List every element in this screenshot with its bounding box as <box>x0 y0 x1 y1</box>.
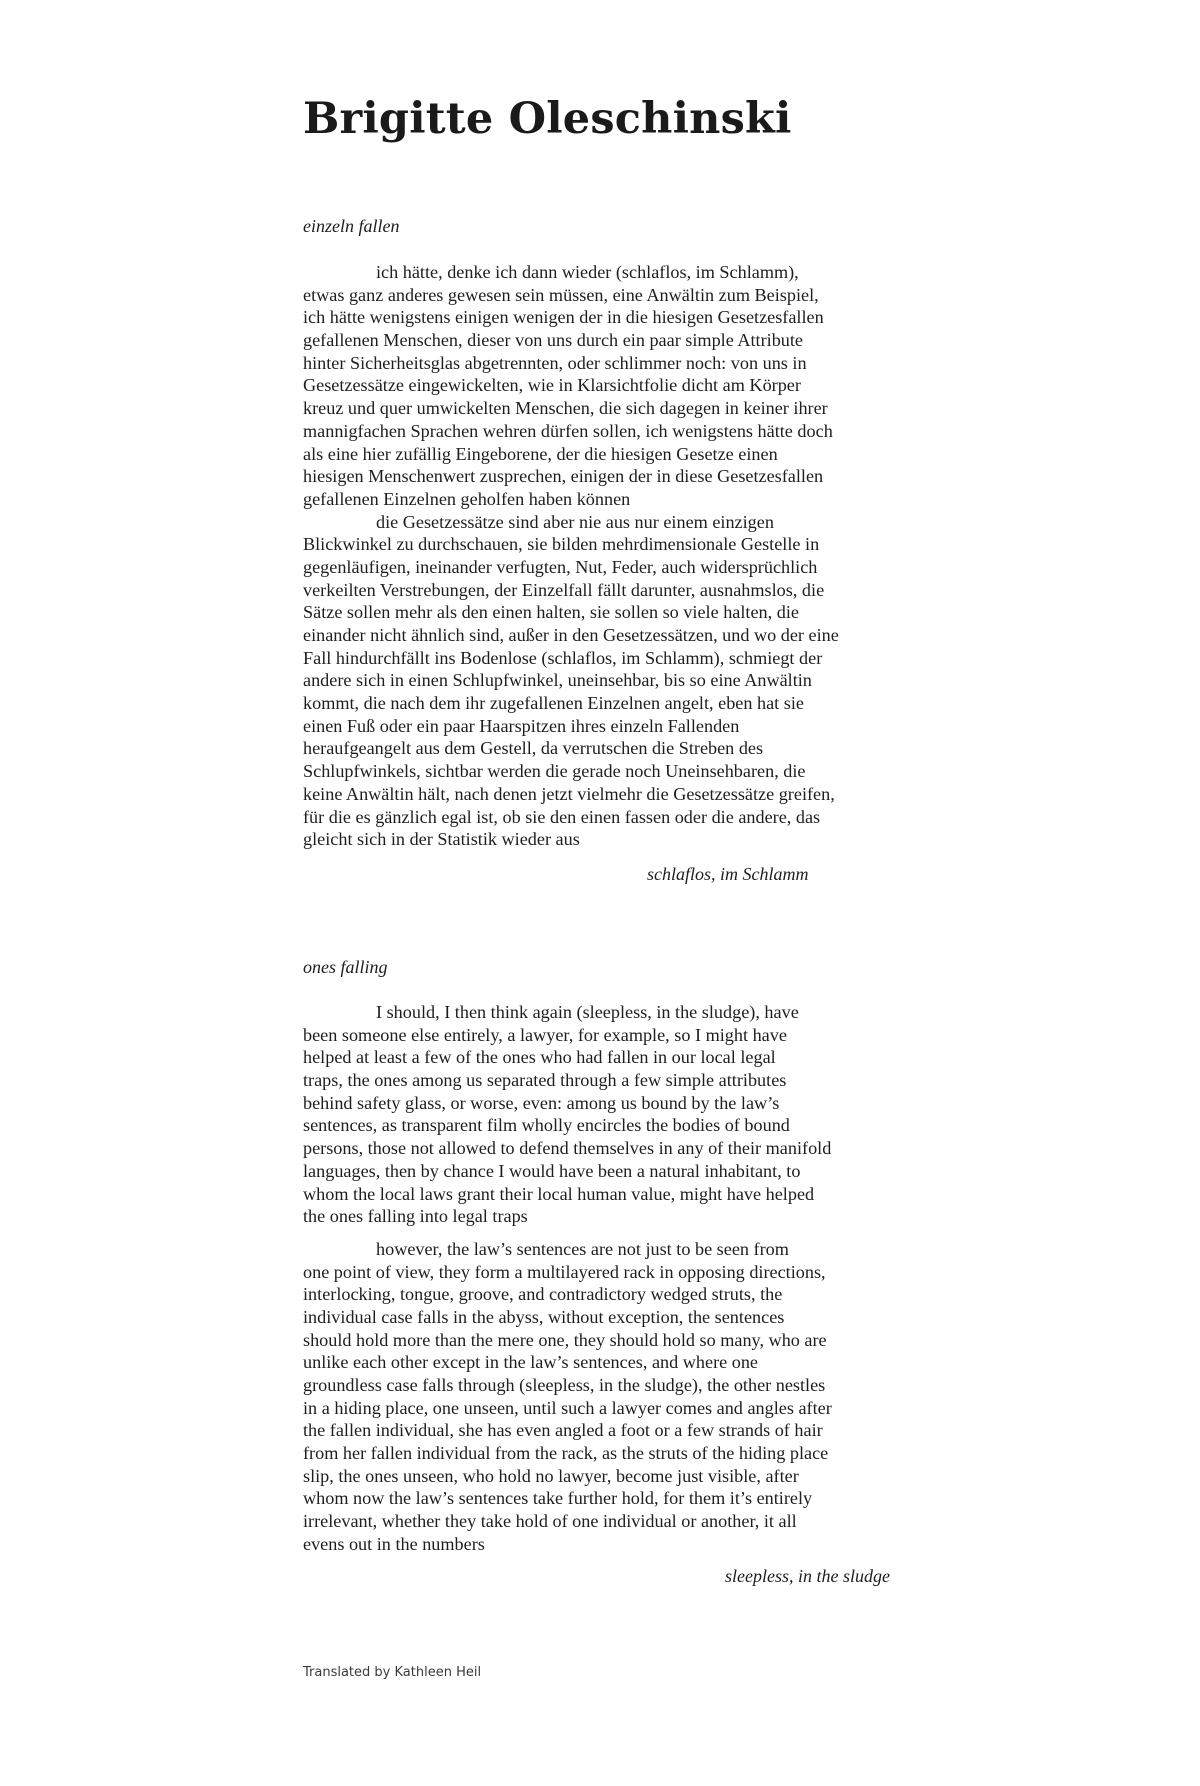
poem-line: einen Fuß oder ein paar Haarspitzen ihres einzeln Fallenden <box>303 715 740 736</box>
german-poem-title: einzeln fallen <box>303 216 400 236</box>
poem-line: behind safety glass, or worse, even: among us bound by the law’s <box>303 1092 780 1113</box>
poem-line: ich hätte wenigstens einigen wenigen der in die hiesigen Gesetzesfallen <box>303 307 824 328</box>
poem-line: irrelevant, whether they take hold of one individual or another, it all <box>303 1511 797 1532</box>
poem-line: should hold more than the mere one, they should hold so many, who are <box>303 1329 827 1350</box>
german-poem-body <box>303 261 903 851</box>
poem-line: keine Anwältin hält, nach denen jetzt vielmehr die Gesetzessätze greifen, <box>303 783 835 804</box>
author-name: Brigitte Oleschinski <box>303 94 792 144</box>
poem-line: from her fallen individual from the rack, as the struts of the hiding place <box>303 1443 829 1464</box>
german-stanza-2 <box>303 511 903 851</box>
translator-credit: Translated by Kathleen Heil <box>303 1665 482 1680</box>
poem-line: einander nicht ähnlich sind, außer in den Gesetzessätzen, und wo der eine <box>303 625 839 645</box>
poem-line: als eine hier zufällig Eingeborene, der die hiesigen Gesetze einen <box>303 443 778 464</box>
poem-line: Gesetzessätze eingewickelten, wie in Klarsichtfolie dicht am Körper <box>303 375 801 396</box>
poem-line: gleicht sich in der Statistik wieder aus <box>303 829 580 850</box>
german-stanza-1 <box>303 261 903 511</box>
poem-line: etwas ganz anderes gewesen sein müssen, eine Anwältin zum Beispiel, <box>303 284 819 305</box>
poem-line: groundless case falls through (sleepless, in the sludge), the other nestles <box>303 1375 826 1395</box>
poem-line: however, the law’s sentences are not just to be seen from <box>376 1238 789 1259</box>
poem-line: die Gesetzessätze sind aber nie aus nur einem einzigen <box>376 511 774 532</box>
poem-line: Blickwinkel zu durchschauen, sie bilden mehrdimensionale Gestelle in <box>303 534 820 555</box>
poem-line: für die es gänzlich egal ist, ob sie den einen fassen oder die andere, das <box>303 806 821 827</box>
poem-line: Sätze sollen mehr als den einen halten, sie sollen so viele halten, die <box>303 602 799 623</box>
poem-line: been someone else entirely, a lawyer, for example, so I might have <box>303 1024 787 1045</box>
poem-line: evens out in the numbers <box>303 1533 485 1554</box>
poem-line: interlocking, tongue, groove, and contradictory wedged struts, the <box>303 1284 783 1305</box>
english-poem-body <box>303 1001 903 1556</box>
poem-line: Fall hindurchfällt ins Bodenlose (schlaflos, im Schlamm), schmiegt der <box>303 647 823 668</box>
english-closing-line: sleepless, in the sludge <box>725 1566 890 1586</box>
poem-line: I should, I then think again (sleepless, in the sludge), have <box>376 1002 799 1022</box>
poem-line: gegenläufigen, ineinander verfugten, Nut, Feder, auch widersprüchlich <box>303 556 818 577</box>
poem-line: mannigfachen Sprachen wehren dürfen sollen, ich wenigstens hätte doch <box>303 420 833 441</box>
poem-line: unlike each other except in the law’s sentences, and where one <box>303 1352 759 1373</box>
poem-line: hiesigen Menschenwert zusprechen, einigen der in diese Gesetzesfallen <box>303 466 824 487</box>
poem-line: languages, then by chance I would have been a natural inhabitant, to <box>303 1160 801 1181</box>
poem-line: Schlupfwinkels, sichtbar werden die gerade noch Uneinsehbaren, die <box>303 761 806 782</box>
poem-line: traps, the ones among us separated through a few simple attributes <box>303 1070 787 1091</box>
poem-line: sentences, as transparent film wholly encircles the bodies of bound <box>303 1115 790 1136</box>
poem-line: verkeilten Verstrebungen, der Einzelfall fällt darunter, ausnahmslos, die <box>303 579 825 600</box>
poem-line: in a hiding place, one unseen, until such a lawyer comes and angles after <box>303 1397 832 1418</box>
poem-line: heraufgeangelt aus dem Gestell, da verrutschen die Streben des <box>303 738 764 759</box>
poem-line: one point of view, they form a multilayered rack in opposing directions, <box>303 1261 826 1282</box>
english-stanza-1 <box>303 1001 903 1228</box>
poem-line: individual case falls in the abyss, without exception, the sentences <box>303 1306 785 1327</box>
poem-line: hinter Sicherheitsglas abgetrennten, oder schlimmer noch: von uns in <box>303 352 807 373</box>
poem-line: kommt, die nach dem ihr zugefallenen Einzelnen angelt, eben hat sie <box>303 693 804 714</box>
poem-line: gefallenen Menschen, dieser von uns durch ein paar simple Attribute <box>303 330 804 351</box>
poem-line: whom now the law’s sentences take further hold, for them it’s entirely <box>303 1488 813 1509</box>
poem-line: persons, those not allowed to defend themselves in any of their manifold <box>303 1138 832 1159</box>
stanza-gap <box>303 1228 903 1238</box>
poem-line: ich hätte, denke ich dann wieder (schlaflos, im Schlamm), <box>376 262 799 282</box>
poem-line: whom the local laws grant their local human value, might have helped <box>303 1183 815 1204</box>
poem-line: helped at least a few of the ones who had fallen in our local legal <box>303 1047 776 1068</box>
english-poem-title: ones falling <box>303 957 388 977</box>
poem-line: andere sich in einen Schlupfwinkel, uneinsehbar, bis so eine Anwältin <box>303 670 812 691</box>
poem-line: the ones falling into legal traps <box>303 1206 528 1227</box>
poem-line: the fallen individual, she has even angled a foot or a few strands of hair <box>303 1420 823 1441</box>
poem-line: slip, the ones unseen, who hold no lawyer, become just visible, after <box>303 1465 799 1486</box>
poem-line: kreuz und quer umwickelten Menschen, die sich dagegen in keiner ihrer <box>303 398 828 419</box>
english-stanza-2 <box>303 1238 903 1556</box>
german-closing-line: schlaflos, im Schlamm <box>647 864 809 884</box>
poem-line: gefallenen Einzelnen geholfen haben können <box>303 488 631 509</box>
